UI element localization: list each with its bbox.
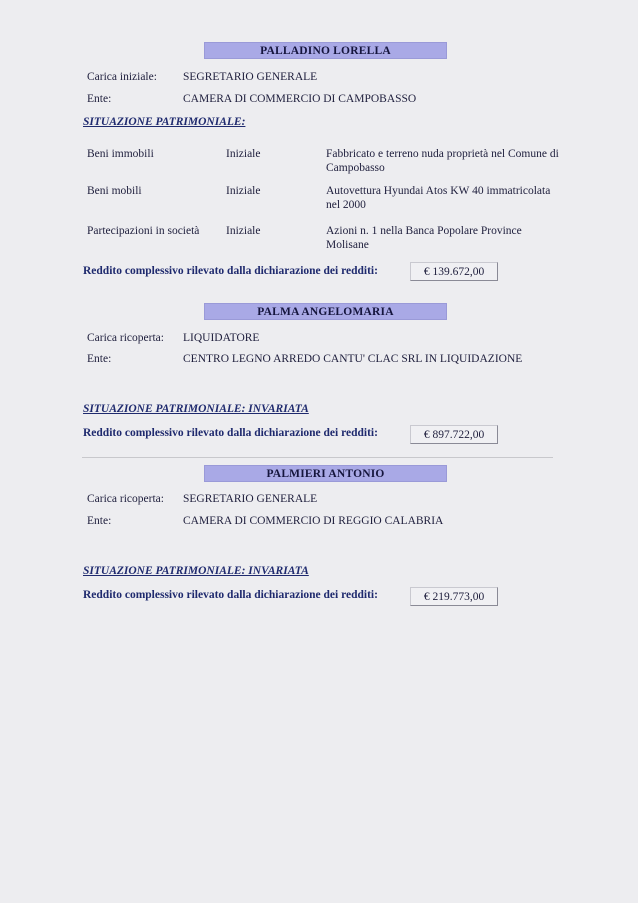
ente-value: CAMERA DI COMMERCIO DI CAMPOBASSO — [183, 93, 417, 105]
patrimonio-tipo: Beni mobili — [87, 185, 142, 197]
reddito-label: Reddito complessivo rilevato dalla dichiarazione dei redditi: — [83, 427, 378, 439]
section-divider — [82, 457, 553, 458]
carica-label: Carica ricoperta: — [87, 493, 164, 505]
patrimonio-stato: Iniziale — [226, 225, 261, 237]
patrimonio-tipo: Partecipazioni in società — [87, 225, 200, 237]
carica-label: Carica ricoperta: — [87, 332, 164, 344]
situazione-patrimoniale-title: SITUAZIONE PATRIMONIALE: — [83, 116, 246, 128]
carica-value: SEGRETARIO GENERALE — [183, 493, 318, 505]
ente-value: CAMERA DI COMMERCIO DI REGGIO CALABRIA — [183, 515, 444, 527]
reddito-value: € 139.672,00 — [410, 262, 498, 281]
patrimonio-stato: Iniziale — [226, 148, 261, 160]
person-name-header: PALMA ANGELOMARIA — [204, 303, 447, 320]
patrimonio-stato: Iniziale — [226, 185, 261, 197]
patrimonio-tipo: Beni immobili — [87, 148, 154, 160]
reddito-label: Reddito complessivo rilevato dalla dichiarazione dei redditi: — [83, 265, 378, 277]
person-name-header: PALLADINO LORELLA — [204, 42, 447, 59]
reddito-value: € 219.773,00 — [410, 587, 498, 606]
patrimonio-descrizione: Autovettura Hyundai Atos KW 40 immatricolata nel 2000 — [326, 185, 551, 211]
reddito-label: Reddito complessivo rilevato dalla dichiarazione dei redditi: — [83, 589, 378, 601]
ente-value: CENTRO LEGNO ARREDO CANTU' CLAC SRL IN LIQUIDAZIONE — [183, 353, 523, 365]
reddito-value: € 897.722,00 — [410, 425, 498, 444]
patrimonio-descrizione: Fabbricato e terreno nuda proprietà nel Comune di Campobasso — [326, 148, 559, 174]
ente-label: Ente: — [87, 93, 112, 105]
carica-value: LIQUIDATORE — [183, 332, 260, 344]
ente-label: Ente: — [87, 515, 112, 527]
carica-value: SEGRETARIO GENERALE — [183, 71, 318, 83]
situazione-patrimoniale-title: SITUAZIONE PATRIMONIALE: INVARIATA — [83, 403, 309, 415]
carica-label: Carica iniziale: — [87, 71, 157, 83]
situazione-patrimoniale-title: SITUAZIONE PATRIMONIALE: INVARIATA — [83, 565, 309, 577]
ente-label: Ente: — [87, 353, 112, 365]
person-name-header: PALMIERI ANTONIO — [204, 465, 447, 482]
patrimonio-descrizione: Azioni n. 1 nella Banca Popolare Province Molisane — [326, 225, 522, 251]
